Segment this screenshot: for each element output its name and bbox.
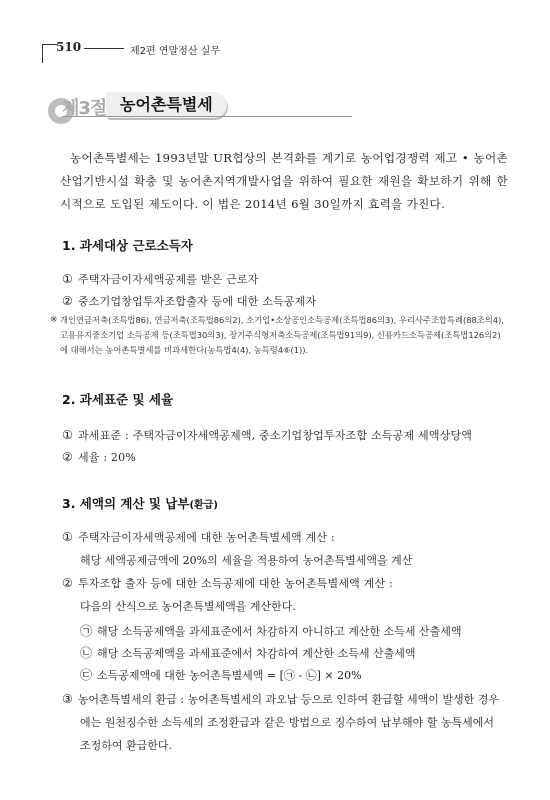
item-marker: ③ bbox=[62, 692, 73, 706]
section-number: 제3절 bbox=[62, 98, 107, 119]
header-bracket bbox=[42, 44, 57, 63]
list-item bbox=[62, 572, 508, 595]
list-item bbox=[62, 424, 508, 447]
step-marker: ㉢ bbox=[80, 668, 93, 682]
intro-paragraph: 농어촌특별세는 1993년말 UR협상의 본격화를 계기로 농어업경쟁력 제고 • 농어촌 산업기반시설 확충 및 농어촌지역개발사업을 위하여 필요한 재원을 확보하기 위해 한시적으로 도입된 제도이다. 이 법은 2014년 6월 30일까지 효력을 가진다. bbox=[60, 151, 508, 211]
item-text: 중소기업창업투자조합출자 등에 대한 소득공제자 bbox=[77, 295, 317, 308]
item-text: 농어촌특별세의 환급 : 농어촌특별세의 과오납 등으로 인하여 환급할 세액이 발생한 경우에는 원천징수한 소득세의 조정환급과 같은 방법으로 징수하여 납부해야 할 농특세에서 조정하여 환급한다. bbox=[77, 693, 499, 752]
heading-3-main: 3. 세액의 계산 및 납부 bbox=[62, 496, 190, 511]
step-text: 해당 소득공제액을 과세표준에서 차감하지 아니하고 계산한 소득세 산출세액 bbox=[97, 625, 462, 638]
note-text: 개인연금저축(조특법86), 연금저축(조특법86의2), 소기업•소상공인소득공제(조특법86의3), 우리사주조합특례(88조의4), 고용유지중소기업 소득공제 등(조특법30의3), 장기주식형저축소득공제(조특법91의9), 신용카드소득공제(조특법126의2)에 대해서는 농어촌특별세를 비과세한다(농특법4(4), 농특령4⑥(1)). bbox=[60, 315, 504, 355]
step-item bbox=[80, 620, 510, 643]
item-marker: ① bbox=[62, 530, 73, 544]
item-marker: ② bbox=[62, 576, 73, 590]
page-number: 510 bbox=[56, 40, 82, 54]
item-marker: ① bbox=[62, 272, 73, 286]
list-item bbox=[62, 446, 508, 469]
item-detail: 다음의 산식으로 농어촌특별세액을 계산한다. bbox=[80, 600, 296, 613]
item-marker: ① bbox=[62, 428, 73, 442]
step-marker: ㉡ bbox=[80, 646, 93, 660]
heading-3-sub: (환급) bbox=[189, 500, 218, 511]
footnote bbox=[50, 313, 508, 358]
item-text: 주택자금이자세액공제를 받은 근로자 bbox=[77, 273, 259, 286]
item-detail: 해당 세액공제금액에 20%의 세율을 적용하여 농어촌특별세액을 계산 bbox=[80, 554, 413, 567]
heading-2: 2. 과세표준 및 세율 bbox=[62, 392, 174, 407]
item-text: 세율 : 20% bbox=[77, 451, 136, 464]
item-marker: ② bbox=[62, 294, 73, 308]
item-text: 투자조합 출자 등에 대한 소득공제에 대한 농어촌특별세액 계산 : bbox=[77, 577, 393, 590]
heading-1: 1. 과세대상 근로소득자 bbox=[62, 238, 193, 253]
chapter-title: 제2편 연말정산 실무 bbox=[130, 46, 220, 57]
section-underline bbox=[62, 116, 352, 117]
heading-3 bbox=[62, 494, 218, 512]
step-item bbox=[80, 664, 510, 687]
note-marker: ※ bbox=[50, 315, 58, 325]
step-item bbox=[80, 642, 510, 665]
section-heading bbox=[48, 90, 258, 128]
item-text: 주택자금이자세액공제에 대한 농어촌특별세액 계산 : bbox=[77, 531, 335, 544]
item-marker: ② bbox=[62, 450, 73, 464]
step-text: 해당 소득공제액을 과세표준에서 차감하여 계산한 소득세 산출세액 bbox=[97, 647, 416, 660]
list-item bbox=[62, 688, 508, 757]
page-header bbox=[42, 40, 512, 70]
list-item bbox=[62, 268, 508, 291]
step-marker: ㉠ bbox=[80, 624, 93, 638]
list-item bbox=[62, 526, 508, 549]
header-rule bbox=[84, 48, 124, 49]
step-text: 소득공제액에 대한 농어촌특별세액 = [㉠ - ㉡] × 20% bbox=[97, 669, 362, 682]
section-title: 농어촌특별세 bbox=[106, 92, 227, 118]
item-text: 과세표준 : 주택자금이자세액공제액, 중소기업창업투자조합 소득공제 세액상당액 bbox=[77, 429, 473, 442]
list-item bbox=[62, 290, 508, 313]
